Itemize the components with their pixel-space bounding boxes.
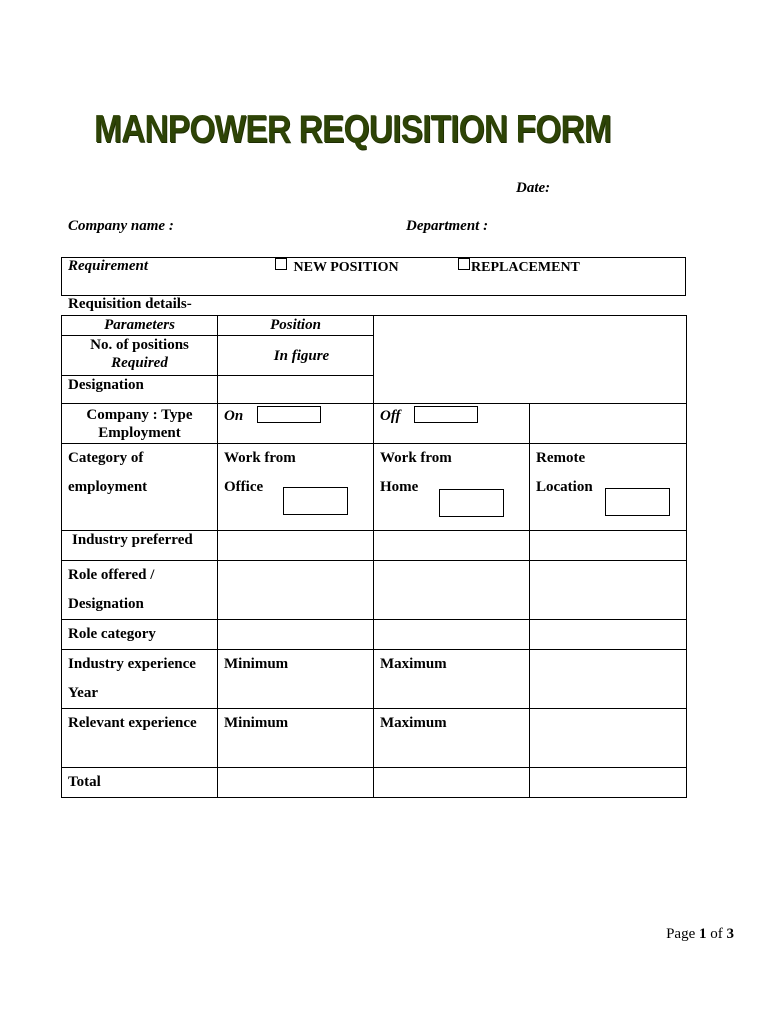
on-input-box[interactable] (257, 406, 321, 423)
role-category-input[interactable] (218, 620, 374, 650)
table-row (62, 620, 687, 650)
wfo-line2: Office (224, 479, 264, 495)
date-label: Date: (516, 180, 551, 196)
form-title: MANPOWER REQUISITION FORM (94, 108, 611, 151)
remote-location-cell (530, 444, 687, 531)
category-line1: Category of (68, 450, 144, 466)
role-category-input-2[interactable] (374, 620, 530, 650)
table-row (62, 404, 687, 444)
role-line1: Role offered / (68, 567, 155, 583)
page-footer (666, 926, 734, 943)
empty-cell (530, 404, 687, 444)
industry-exp-line2: Year (68, 685, 98, 701)
requisition-details-label: Requisition details- (68, 296, 192, 312)
table-row (62, 316, 687, 336)
industry-preferred-input-2[interactable] (374, 531, 530, 561)
off-input-box[interactable] (414, 406, 478, 423)
role-category-label: Role category (62, 620, 218, 650)
industry-exp-minimum[interactable]: Minimum (218, 650, 374, 709)
role-offered-input[interactable] (218, 561, 374, 620)
page-word: Page (666, 926, 696, 942)
role-line2: Designation (68, 596, 144, 612)
wfh-line2: Home (380, 479, 419, 495)
requirement-label: Requirement (68, 258, 149, 274)
on-cell (218, 404, 374, 444)
table-row (62, 531, 687, 561)
replacement-checkbox[interactable] (458, 258, 470, 270)
of-word: of (710, 926, 723, 942)
role-offered-input-3[interactable] (530, 561, 687, 620)
total-input-2[interactable] (374, 768, 530, 798)
table-row (62, 709, 687, 768)
replacement-label: REPLACEMENT (471, 260, 580, 275)
total-input[interactable] (218, 768, 374, 798)
wfo-line1: Work from (224, 450, 296, 466)
total-input-3[interactable] (530, 768, 687, 798)
total-pages: 3 (726, 926, 734, 942)
company-type-cell (62, 404, 218, 444)
current-page: 1 (699, 926, 707, 942)
industry-preferred-input-3[interactable] (530, 531, 687, 561)
blank-cell (374, 316, 687, 404)
industry-exp-extra[interactable] (530, 650, 687, 709)
department-label: Department : (406, 218, 489, 234)
table-row (62, 561, 687, 620)
wfh-line1: Work from (380, 450, 452, 466)
off-label: Off (380, 408, 401, 424)
category-line2: employment (68, 479, 148, 495)
role-offered-input-2[interactable] (374, 561, 530, 620)
company-type-line2: Employment (98, 425, 181, 441)
requisition-table (61, 315, 687, 798)
relevant-exp-maximum[interactable]: Maximum (374, 709, 530, 768)
new-position-checkbox[interactable] (275, 258, 287, 270)
industry-exp-line1: Industry experience (68, 656, 196, 672)
company-name-label: Company name : (68, 218, 174, 234)
industry-preferred-label: Industry preferred (62, 531, 218, 561)
company-type-line1: Company : Type (86, 407, 193, 423)
positions-line1: No. of positions (90, 337, 189, 353)
work-from-home-box[interactable] (439, 489, 504, 517)
remote-line1: Remote (536, 450, 586, 466)
relevant-exp-minimum[interactable]: Minimum (218, 709, 374, 768)
industry-experience-cell (62, 650, 218, 709)
remote-location-box[interactable] (605, 488, 670, 516)
industry-preferred-input[interactable] (218, 531, 374, 561)
replacement-option[interactable] (458, 258, 580, 276)
designation-label: Designation (62, 376, 218, 404)
on-label: On (224, 408, 244, 424)
work-from-home-cell (374, 444, 530, 531)
relevant-experience-label: Relevant experience (62, 709, 218, 768)
table-row (62, 650, 687, 709)
designation-input[interactable] (218, 376, 374, 404)
table-row (62, 768, 687, 798)
industry-exp-maximum[interactable]: Maximum (374, 650, 530, 709)
role-offered-cell (62, 561, 218, 620)
parameters-header: Parameters (62, 316, 218, 336)
remote-line2: Location (536, 479, 593, 495)
category-cell (62, 444, 218, 531)
new-position-label: NEW POSITION (293, 260, 399, 275)
role-category-input-3[interactable] (530, 620, 687, 650)
position-header: Position (218, 316, 374, 336)
positions-required-cell (62, 336, 218, 376)
total-label: Total (62, 768, 218, 798)
in-figure-cell[interactable]: In figure (218, 336, 374, 376)
table-row (62, 444, 687, 531)
work-from-office-box[interactable] (283, 487, 348, 515)
new-position-option[interactable] (275, 258, 399, 276)
off-cell (374, 404, 530, 444)
work-from-office-cell (218, 444, 374, 531)
positions-line2: Required (111, 355, 168, 371)
relevant-exp-extra[interactable] (530, 709, 687, 768)
